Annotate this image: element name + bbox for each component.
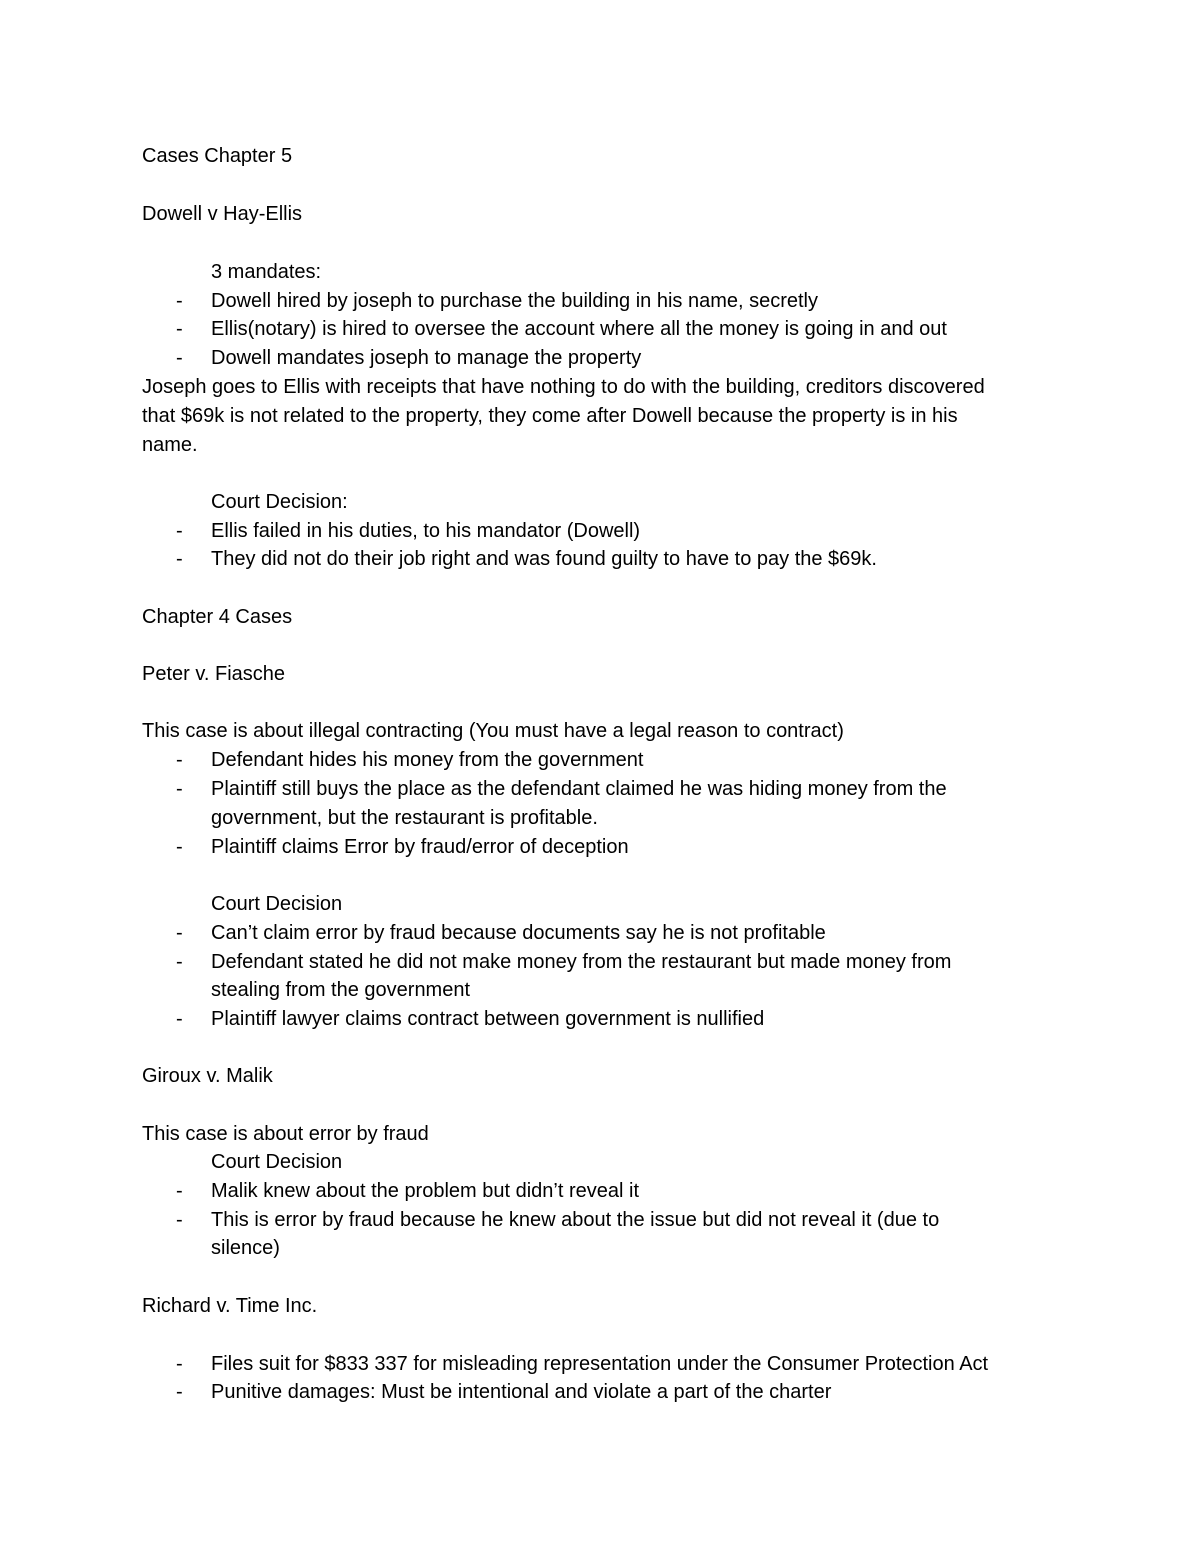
list-item: Defendant hides his money from the government: [211, 749, 644, 771]
bullet-dash: -: [176, 922, 183, 944]
court-decision-heading: Court Decision: [211, 1151, 343, 1173]
bullet-dash: -: [176, 290, 183, 312]
list-item: Defendant stated he did not make money from the restaurant but made money from: [211, 951, 952, 973]
bullet-dash: -: [176, 1180, 183, 1202]
list-item: Plaintiff lawyer claims contract between government is nullified: [211, 1008, 765, 1030]
case-title-peter: Peter v. Fiasche: [142, 663, 286, 685]
bullet-dash: -: [176, 548, 183, 570]
bullet-dash: -: [176, 1209, 183, 1231]
list-item: Dowell mandates joseph to manage the property: [211, 347, 642, 369]
list-item: Plaintiff claims Error by fraud/error of deception: [211, 836, 629, 858]
list-item: Ellis failed in his duties, to his mandator (Dowell): [211, 520, 641, 542]
bullet-dash: -: [176, 1008, 183, 1030]
paragraph-line: that $69k is not related to the property, they come after Dowell because the property is in his: [142, 405, 958, 427]
bullet-dash: -: [176, 318, 183, 340]
chapter-4-heading: Chapter 4 Cases: [142, 606, 293, 628]
list-item-continuation: stealing from the government: [211, 979, 471, 1001]
bullet-dash: -: [176, 1353, 183, 1375]
case-title-dowell: Dowell v Hay-Ellis: [142, 203, 303, 225]
bullet-dash: -: [176, 520, 183, 542]
list-item: Plaintiff still buys the place as the defendant claimed he was hiding money from the: [211, 778, 947, 800]
list-item: Punitive damages: Must be intentional and violate a part of the charter: [211, 1381, 832, 1403]
list-item: Files suit for $833 337 for misleading representation under the Consumer Protection Act: [211, 1353, 989, 1375]
list-item-continuation: government, but the restaurant is profitable.: [211, 807, 598, 829]
bullet-dash: -: [176, 951, 183, 973]
bullet-dash: -: [176, 836, 183, 858]
list-item-continuation: silence): [211, 1237, 280, 1259]
court-decision-heading: Court Decision:: [211, 491, 348, 513]
list-item: Can’t claim error by fraud because documents say he is not profitable: [211, 922, 826, 944]
list-item: This is error by fraud because he knew about the issue but did not reveal it (due to: [211, 1209, 940, 1231]
case-intro: This case is about error by fraud: [142, 1123, 429, 1145]
bullet-dash: -: [176, 347, 183, 369]
court-decision-heading: Court Decision: [211, 893, 343, 915]
paragraph-line: Joseph goes to Ellis with receipts that have nothing to do with the building, creditors discovered: [142, 376, 985, 398]
case-title-richard: Richard v. Time Inc.: [142, 1295, 318, 1317]
case-intro: This case is about illegal contracting (You must have a legal reason to contract): [142, 720, 844, 742]
chapter-5-heading: Cases Chapter 5: [142, 145, 293, 167]
mandates-heading: 3 mandates:: [211, 261, 322, 283]
paragraph-line: name.: [142, 434, 198, 456]
list-item: They did not do their job right and was found guilty to have to pay the $69k.: [211, 548, 877, 570]
case-title-giroux: Giroux v. Malik: [142, 1065, 273, 1087]
bullet-dash: -: [176, 778, 183, 800]
list-item: Ellis(notary) is hired to oversee the account where all the money is going in and out: [211, 318, 947, 340]
bullet-dash: -: [176, 1381, 183, 1403]
bullet-dash: -: [176, 749, 183, 771]
list-item: Malik knew about the problem but didn’t reveal it: [211, 1180, 640, 1202]
list-item: Dowell hired by joseph to purchase the building in his name, secretly: [211, 290, 819, 312]
